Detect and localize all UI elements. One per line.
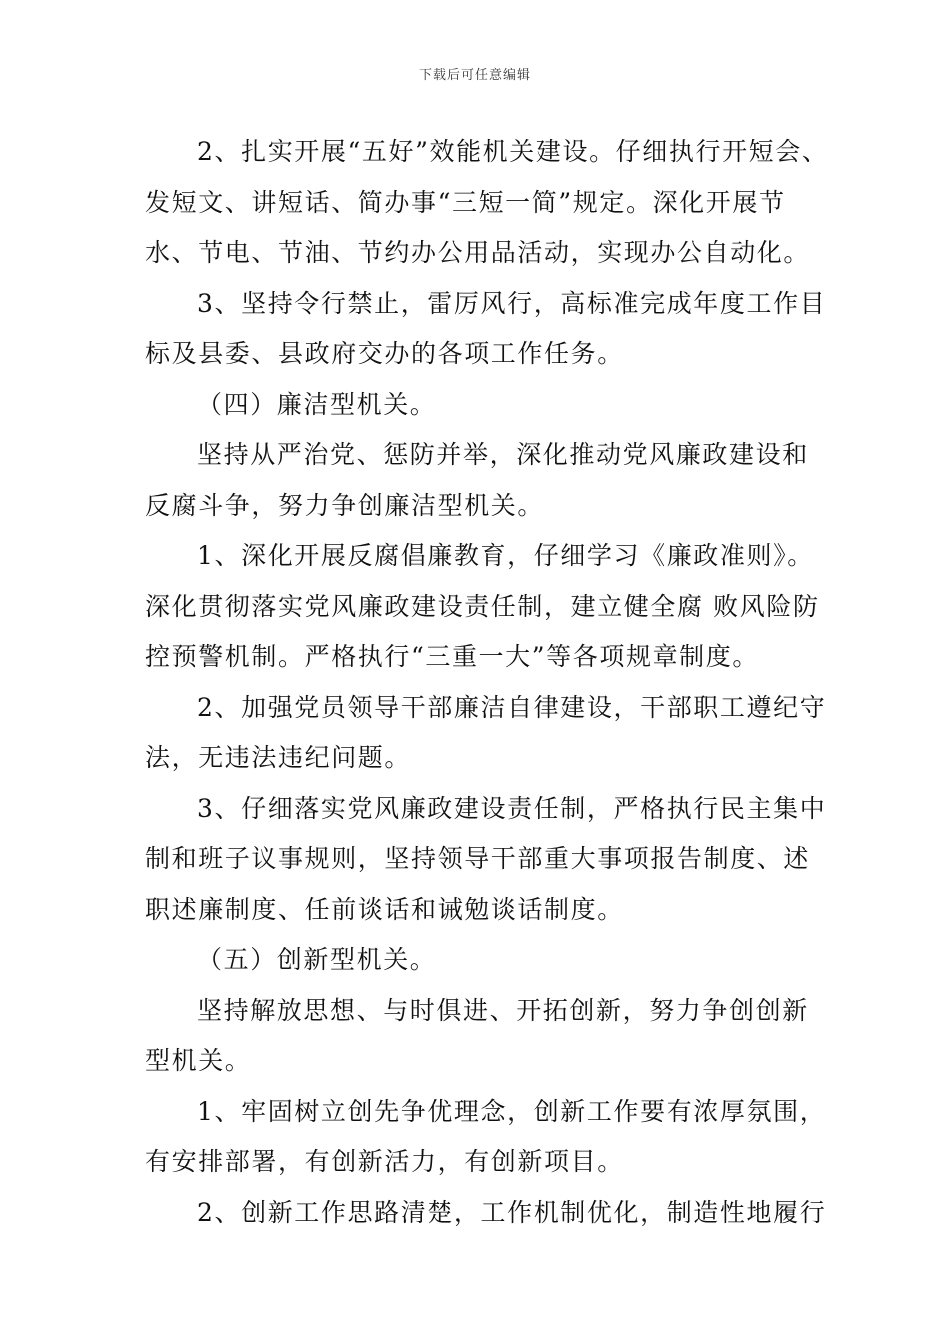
paragraph-line: 有安排部署，有创新活力，有创新项目。 — [145, 1147, 624, 1176]
paragraph-line: 发短文、讲短话、简办事“三短一简”规定。深化开展节 — [145, 187, 786, 217]
paragraph-line: 2、加强党员领导干部廉洁自律建设，干部职工遵纪守 — [197, 692, 827, 722]
paragraph-line: 3、坚持令行禁止，雷厉风行，高标准完成年度工作目 — [197, 288, 827, 318]
document-body — [145, 127, 829, 1238]
paragraph-line: 职述廉制度、任前谈话和诫勉谈话制度。 — [145, 894, 624, 924]
paragraph-line: 标及县委、县政府交办的各项工作任务。 — [145, 339, 624, 368]
paragraph-line: 反腐斗争，努力争创廉洁型机关。 — [145, 490, 545, 520]
section-heading: （四）廉洁型机关。 — [197, 389, 437, 419]
paragraph-line: 1、牢固树立创先争优理念，创新工作要有浓厚氛围， — [197, 1096, 827, 1126]
paragraph-line: 坚持从严治党、惩防并举，深化推动党风廉政建设和 — [197, 440, 809, 469]
paragraph-line: 法，无违法违纪问题。 — [145, 743, 412, 772]
paragraph-line: 坚持解放思想、与时俱进、开拓创新，努力争创创新 — [197, 995, 809, 1025]
paragraph-line: 型机关。 — [145, 1046, 252, 1075]
paragraph-line: 控预警机制。严格执行“三重一大”等各项规章制度。 — [145, 642, 759, 671]
paragraph-line: 深化贯彻落实党风廉政建设责任制，建立健全腐 败风险防 — [145, 591, 820, 621]
paragraph-line: 2、创新工作思路清楚，工作机制优化，制造性地履行 — [197, 1197, 827, 1227]
page-header: 下载后可任意编辑 — [418, 68, 531, 83]
paragraph-line: 3、仔细落实党风廉政建设责任制，严格执行民主集中 — [197, 793, 827, 823]
paragraph-line: 1、深化开展反腐倡廉教育，仔细学习《廉政准则》。 — [197, 541, 814, 570]
section-heading: （五）创新型机关。 — [197, 945, 437, 974]
paragraph-line: 2、扎实开展“五好”效能机关建设。仔细执行开短会、 — [197, 137, 829, 166]
paragraph-line: 制和班子议事规则，坚持领导干部重大事项报告制度、述 — [145, 844, 811, 873]
paragraph-line: 水、节电、节油、节约办公用品活动，实现办公自动化。 — [145, 238, 811, 267]
